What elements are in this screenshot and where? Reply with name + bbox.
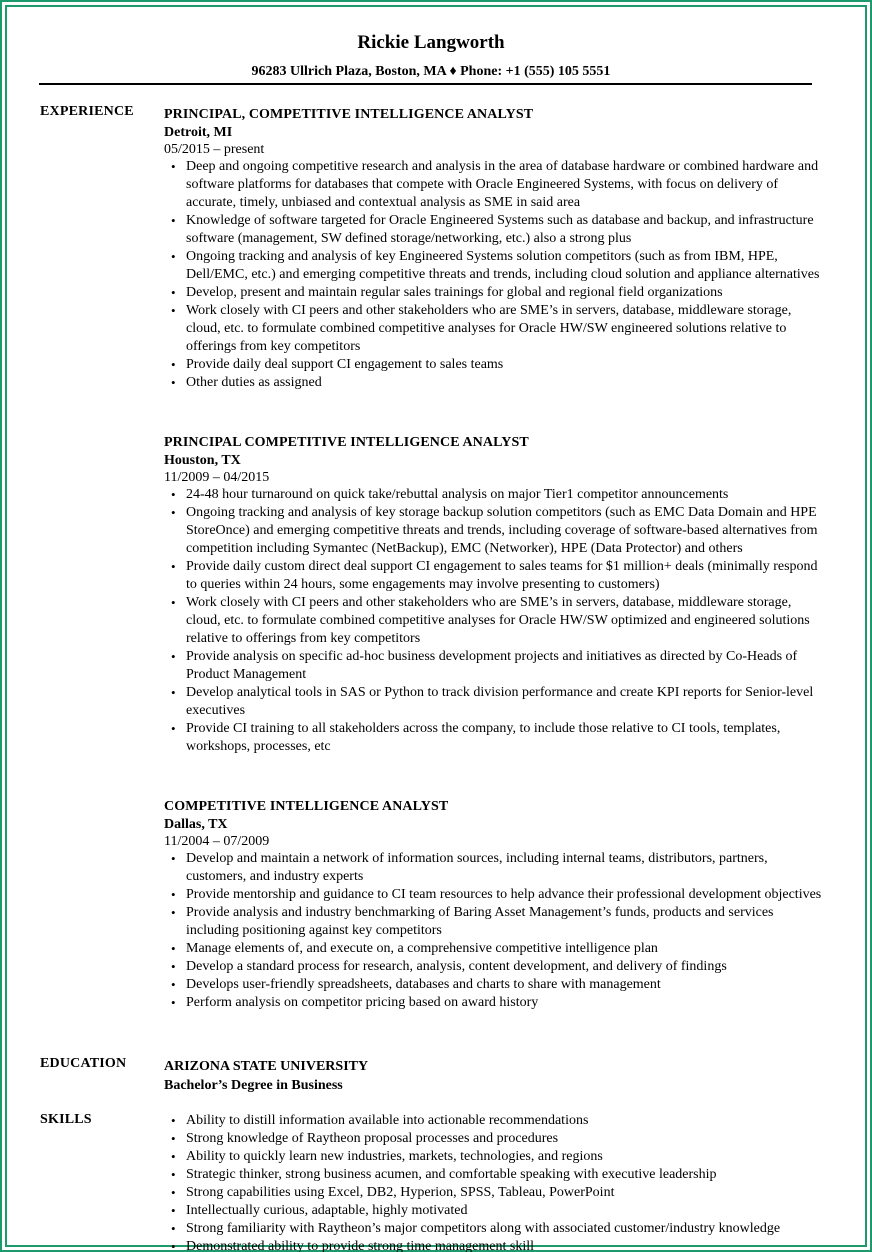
- list-item: • Perform analysis on competitor pricing based on award history: [164, 994, 824, 1012]
- school-name: ARIZONA STATE UNIVERSITY: [164, 1059, 369, 1074]
- list-item: • Ability to distill information available into actionable recommendations: [164, 1112, 844, 1130]
- job-dates: 05/2015 – present: [164, 142, 265, 157]
- job-title: COMPETITIVE INTELLIGENCE ANALYST: [164, 799, 449, 814]
- list-item: • Ability to quickly learn new industries, markets, technologies, and regions: [164, 1148, 844, 1166]
- job-bullets: [164, 158, 824, 392]
- list-item: • Ongoing tracking and analysis of key Engineered Systems solution competitors (such as from IBM, HPE, Dell/EMC, etc.) and emerging competitive threats and trends, including cloud solution and appliance alternatives: [164, 248, 824, 284]
- list-item: • Develop analytical tools in SAS or Python to track division performance and create KPI reports for Senior-level executives: [164, 684, 824, 720]
- list-item: • Provide mentorship and guidance to CI team resources to help advance their professional development objectives: [164, 886, 824, 904]
- list-item: • Demonstrated ability to provide strong time management skill: [164, 1238, 844, 1252]
- job-title: PRINCIPAL COMPETITIVE INTELLIGENCE ANALYST: [164, 435, 529, 450]
- education-entry: [164, 1057, 824, 1095]
- job-bullets: [164, 486, 824, 756]
- list-item: • Knowledge of software targeted for Oracle Engineered Systems such as database and backup, and infrastructure software (management, SW defined storage/networking, etc.) also a strong plus: [164, 212, 824, 248]
- job-2: [164, 433, 824, 756]
- job-title: PRINCIPAL, COMPETITIVE INTELLIGENCE ANALYST: [164, 107, 534, 122]
- job-location: Dallas, TX: [164, 817, 228, 832]
- skills-list: [164, 1112, 844, 1252]
- list-item: • Intellectually curious, adaptable, highly motivated: [164, 1202, 844, 1220]
- list-item: • 24-48 hour turnaround on quick take/rebuttal analysis on major Tier1 competitor announcements: [164, 486, 824, 504]
- list-item: • Other duties as assigned: [164, 374, 824, 392]
- contact-line: 96283 Ullrich Plaza, Boston, MA ♦ Phone: +1 (555) 105 5551: [251, 64, 611, 79]
- experience-heading: EXPERIENCE: [40, 104, 134, 119]
- list-item: • Strong knowledge of Raytheon proposal processes and procedures: [164, 1130, 844, 1148]
- list-item: • Provide CI training to all stakeholders across the company, to include those relative to CI tools, templates, workshops, processes, etc: [164, 720, 824, 756]
- degree-name: Bachelor’s Degree in Business: [164, 1078, 343, 1093]
- job-bullets: [164, 850, 824, 1012]
- list-item: • Deep and ongoing competitive research and analysis in the area of database hardware or combined hardware and software platforms for databases that compete with Oracle Engineered Systems, with focus on delivery of accurate, timely, unbiased and contextual analysis as SME in said area: [164, 158, 824, 212]
- list-item: • Manage elements of, and execute on, a comprehensive competitive intelligence plan: [164, 940, 824, 958]
- header-divider: [39, 83, 812, 85]
- list-item: • Strong familiarity with Raytheon’s major competitors along with associated customer/industry knowledge: [164, 1220, 844, 1238]
- job-dates: 11/2009 – 04/2015: [164, 470, 270, 485]
- list-item: • Provide daily custom direct deal support CI engagement to sales teams for $1 million+ deals (minimally respond to queries within 24 hours, some engagements may involve presenting to customers): [164, 558, 824, 594]
- candidate-name: Rickie Langworth: [357, 32, 505, 53]
- list-item: • Develop and maintain a network of information sources, including internal teams, distributors, partners, customers, and industry experts: [164, 850, 824, 886]
- list-item: • Provide daily deal support CI engagement to sales teams: [164, 356, 824, 374]
- list-item: • Provide analysis and industry benchmarking of Baring Asset Management’s funds, products and services including positioning against key competitors: [164, 904, 824, 940]
- job-dates: 11/2004 – 07/2009: [164, 834, 270, 849]
- list-item: • Ongoing tracking and analysis of key storage backup solution competitors (such as EMC Data Domain and HPE StoreOnce) and emerging competitive threats and trends, including coverage of software-based alternatives from competition including Symantec (NetBackup), EMC (Networker), HPE (Data Protector) and others: [164, 504, 824, 558]
- job-location: Detroit, MI: [164, 125, 233, 140]
- list-item: • Develop, present and maintain regular sales trainings for global and regional field organizations: [164, 284, 824, 302]
- list-item: • Work closely with CI peers and other stakeholders who are SME’s in servers, database, middleware storage, cloud, etc. to formulate combined competitive analyses for Oracle HW/SW engineered solutions relative to offerings from key competitors: [164, 302, 824, 356]
- list-item: • Strategic thinker, strong business acumen, and comfortable speaking with executive leadership: [164, 1166, 844, 1184]
- list-item: • Develops user-friendly spreadsheets, databases and charts to share with management: [164, 976, 824, 994]
- job-1: [164, 105, 824, 392]
- list-item: • Work closely with CI peers and other stakeholders who are SME’s in servers, database, middleware storage, cloud, etc. to formulate combined competitive analyses for Oracle HW/SW optimized and engineered solutions relative to offerings from key competitors: [164, 594, 824, 648]
- job-3: [164, 797, 824, 1012]
- skills-heading: SKILLS: [40, 1112, 92, 1127]
- list-item: • Develop a standard process for research, analysis, content development, and delivery of findings: [164, 958, 824, 976]
- job-location: Houston, TX: [164, 453, 241, 468]
- skills-bullets: [164, 1112, 844, 1252]
- education-heading: EDUCATION: [40, 1056, 127, 1071]
- list-item: • Strong capabilities using Excel, DB2, Hyperion, SPSS, Tableau, PowerPoint: [164, 1184, 844, 1202]
- list-item: • Provide analysis on specific ad-hoc business development projects and initiatives as directed by Co-Heads of Product Management: [164, 648, 824, 684]
